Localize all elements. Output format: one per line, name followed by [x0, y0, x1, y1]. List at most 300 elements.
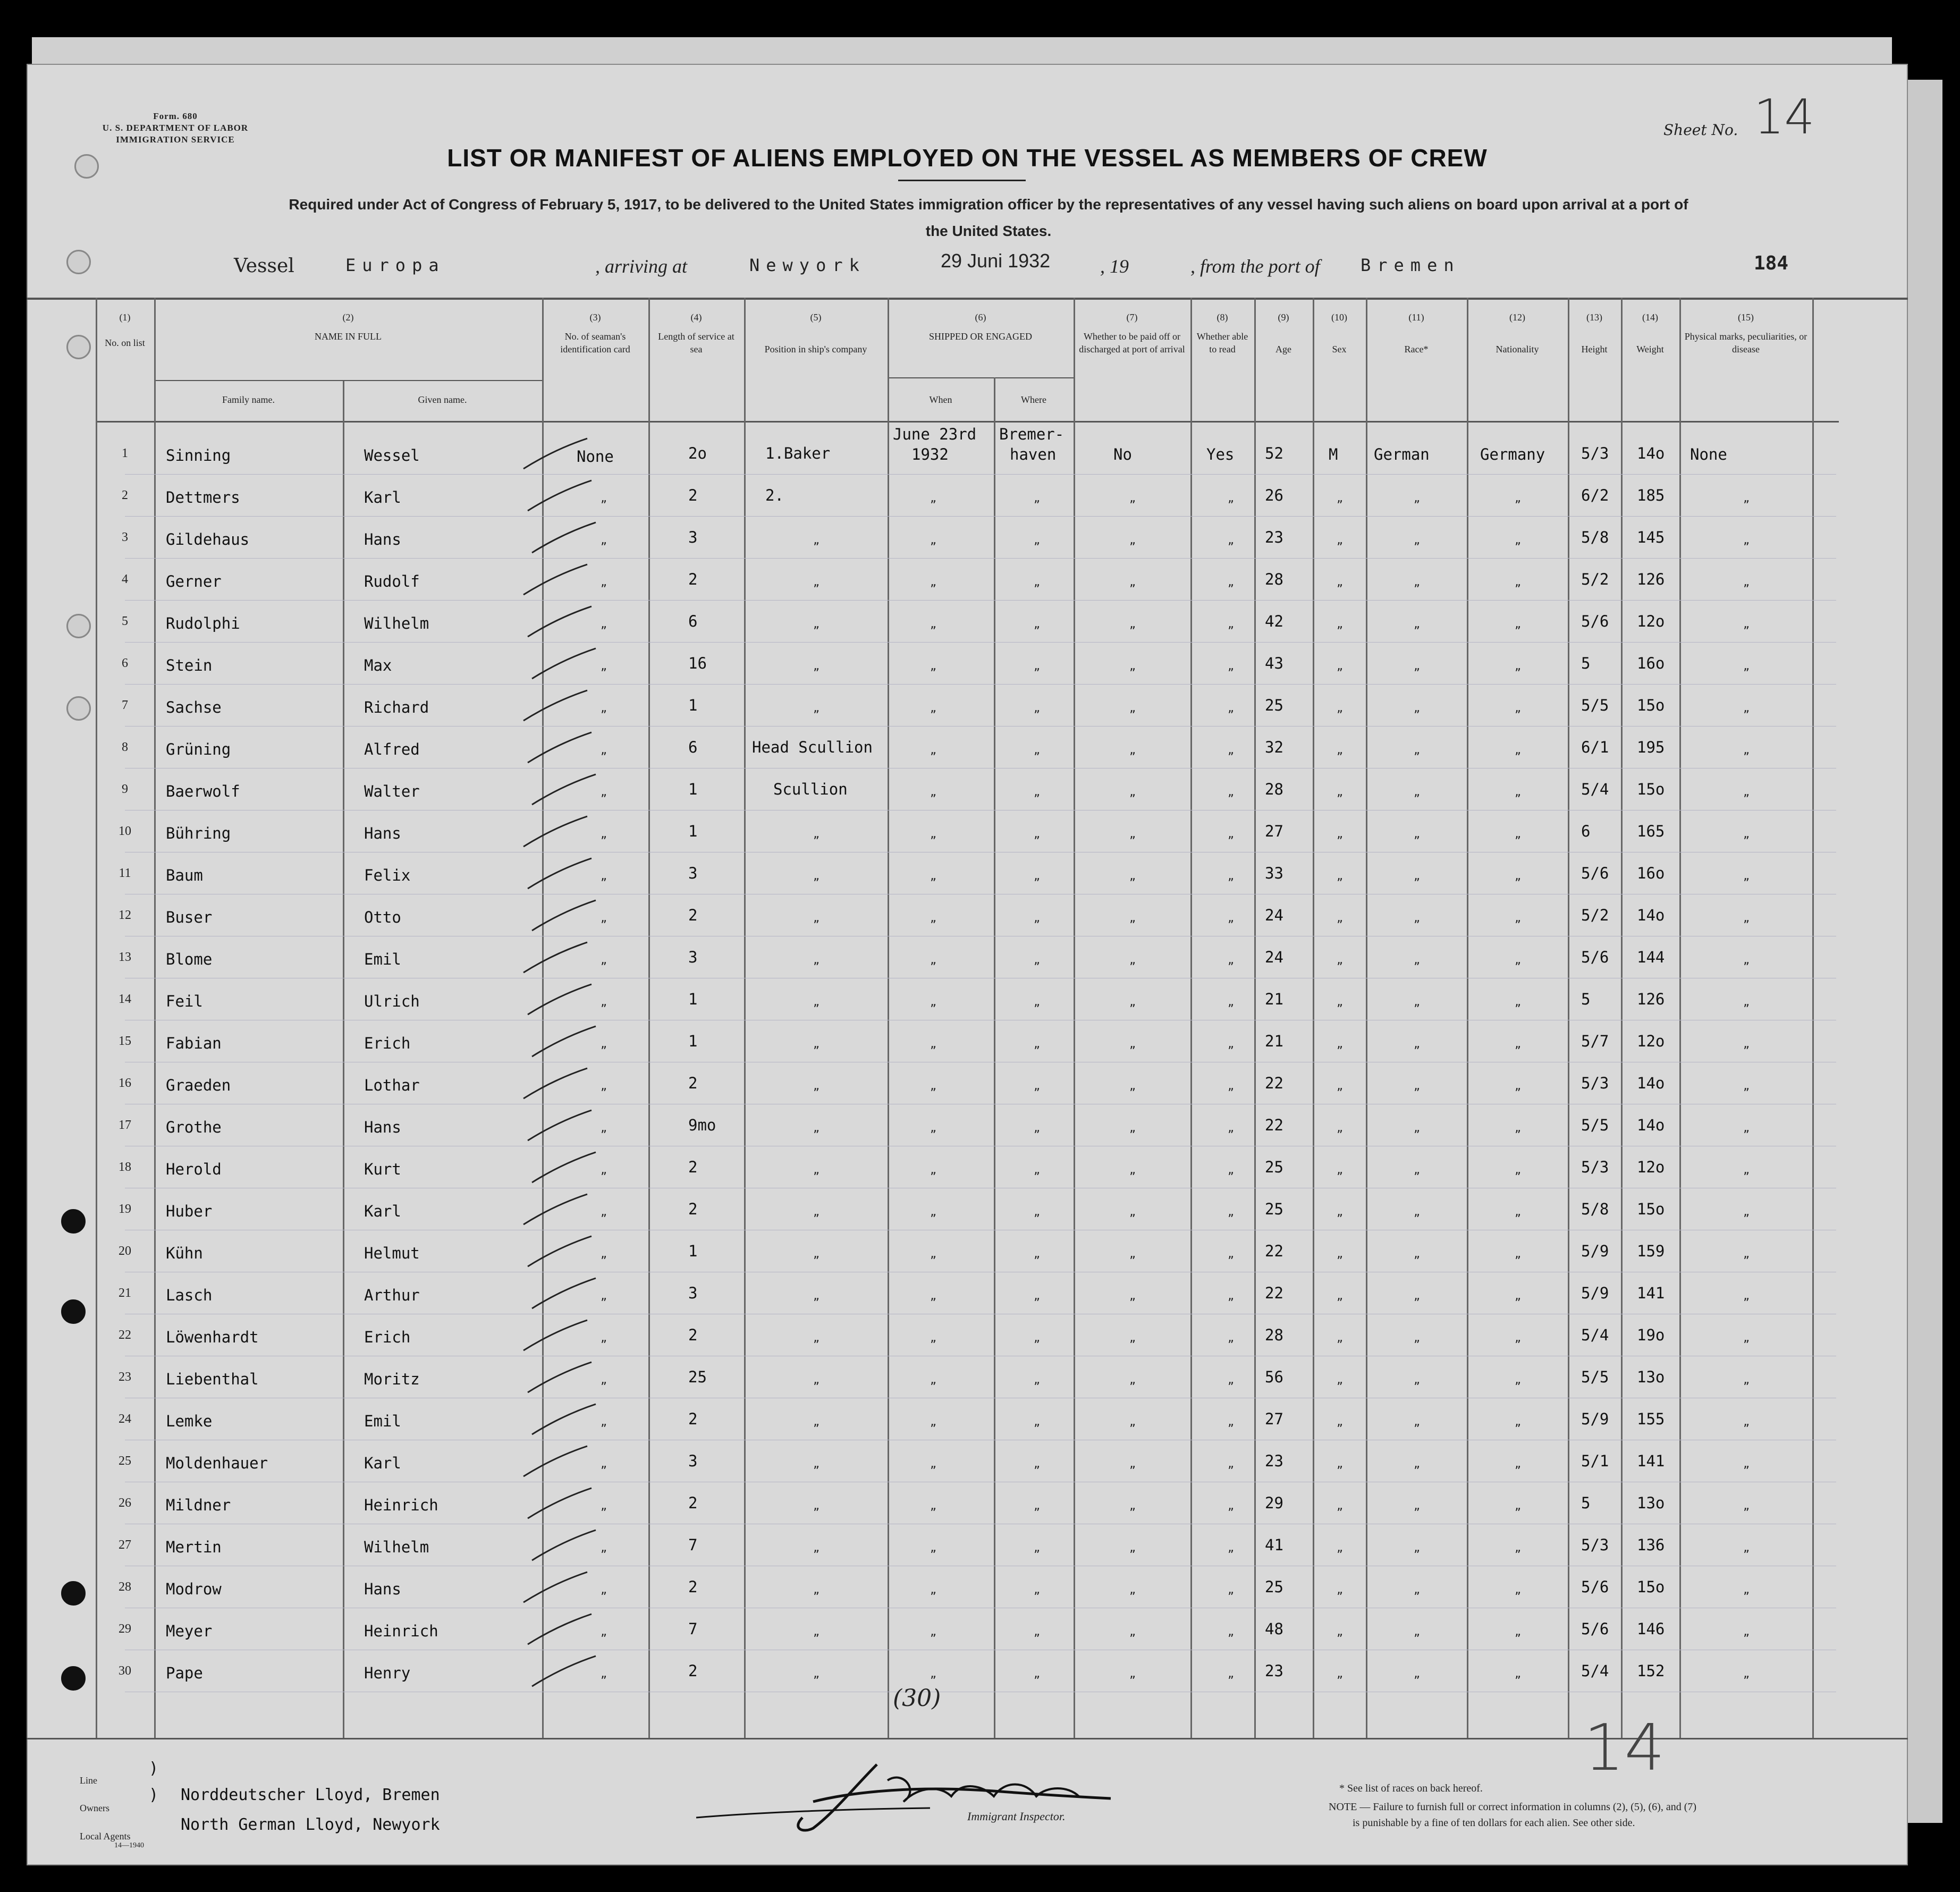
- where-ditto: „: [1034, 1331, 1041, 1344]
- length-of-service: 3: [688, 528, 698, 546]
- where-ditto: „: [1034, 1457, 1041, 1470]
- physical-ditto: „: [1743, 1331, 1750, 1344]
- age: 25: [1265, 1578, 1283, 1596]
- paid-off-ditto: „: [1129, 1289, 1136, 1302]
- sheet-no-label: Sheet No.: [1663, 121, 1738, 139]
- weight: 14o: [1637, 1116, 1665, 1134]
- sex-ditto: „: [1337, 827, 1344, 840]
- read-ditto: „: [1228, 618, 1235, 630]
- height: 5/6: [1581, 612, 1609, 630]
- where-ditto: „: [1034, 1415, 1041, 1428]
- from-port: Bremen: [1361, 255, 1460, 275]
- family-name: Bühring: [166, 824, 231, 842]
- weight: 144: [1637, 948, 1665, 966]
- given-name: Henry: [364, 1664, 411, 1682]
- id-card-ditto: „: [601, 1541, 607, 1554]
- read-ditto: „: [1228, 869, 1235, 882]
- punch-hole: [61, 1581, 86, 1606]
- weight: 15o: [1637, 1578, 1665, 1596]
- physical-ditto: „: [1743, 827, 1750, 840]
- race-ditto: „: [1414, 1121, 1421, 1134]
- family-name: Graeden: [166, 1076, 231, 1094]
- physical-ditto: „: [1743, 869, 1750, 882]
- col7-header: (7) Whether to be paid off or discharged at port of arrival: [1079, 312, 1185, 354]
- id-card-ditto: „: [601, 618, 607, 630]
- paid-off-ditto: „: [1129, 1457, 1136, 1470]
- where-ditto: „: [1034, 1163, 1041, 1176]
- race-ditto: „: [1414, 702, 1421, 714]
- paid-off-ditto: „: [1129, 869, 1136, 882]
- paid-off-ditto: „: [1129, 1499, 1136, 1512]
- length-of-service: 1: [688, 990, 698, 1008]
- weight: 12o: [1637, 612, 1665, 630]
- height: 5/3: [1581, 1536, 1609, 1554]
- id-card-ditto: „: [601, 953, 607, 966]
- read-ditto: „: [1228, 1625, 1235, 1638]
- given-name: Max: [364, 656, 392, 674]
- race-ditto: „: [1414, 785, 1421, 798]
- id-card-ditto: „: [601, 1121, 607, 1134]
- weight: 14o: [1637, 444, 1665, 462]
- race-ditto: „: [1414, 1079, 1421, 1092]
- race-ditto: „: [1414, 1499, 1421, 1512]
- id-card-ditto: „: [601, 1247, 607, 1260]
- punch-hole: [66, 250, 91, 274]
- sex-ditto: „: [1337, 1373, 1344, 1386]
- nationality-ditto: „: [1515, 1415, 1522, 1428]
- paid-off-value: No: [1113, 445, 1132, 463]
- height: 5/6: [1581, 864, 1609, 882]
- given-name: Emil: [364, 950, 401, 968]
- check-stroke: [529, 1527, 598, 1565]
- length-of-service: 16: [688, 654, 707, 672]
- paid-off-ditto: „: [1129, 534, 1136, 546]
- position-ditto: „: [813, 1037, 820, 1050]
- age: 26: [1265, 486, 1283, 504]
- weight: 14o: [1637, 906, 1665, 924]
- weight: 12o: [1637, 1158, 1665, 1176]
- physical-ditto: „: [1743, 1667, 1750, 1680]
- sex-ditto: „: [1337, 1667, 1344, 1680]
- position-ditto: „: [813, 534, 820, 546]
- position-ditto: „: [813, 1583, 820, 1596]
- nationality-ditto: „: [1515, 660, 1522, 672]
- read-ditto: „: [1228, 744, 1235, 756]
- row-number: 29: [119, 1622, 131, 1636]
- col13-header: (13) Height: [1581, 312, 1608, 354]
- col-divider: [1621, 298, 1623, 1738]
- id-card-ditto: „: [601, 1331, 607, 1344]
- check-stroke: [521, 1066, 590, 1103]
- paid-off-ditto: „: [1129, 995, 1136, 1008]
- family-name-header: Family name.: [222, 394, 275, 405]
- length-of-service: 2: [688, 1200, 698, 1218]
- position-ditto: „: [813, 1121, 820, 1134]
- weight: 15o: [1637, 696, 1665, 714]
- nationality-ditto: „: [1515, 1373, 1522, 1386]
- col5-header: (5) Position in ship's company: [764, 312, 867, 354]
- position-ditto: „: [813, 953, 820, 966]
- family-name: Meyer: [166, 1622, 213, 1640]
- family-name: Herold: [166, 1160, 222, 1178]
- length-of-service: 2: [688, 486, 698, 504]
- inspector-label: Immigrant Inspector.: [967, 1810, 1066, 1823]
- sex-ditto: „: [1337, 1331, 1344, 1344]
- when-ditto: „: [930, 1037, 937, 1050]
- paid-off-ditto: „: [1129, 785, 1136, 798]
- row-number: 8: [122, 740, 128, 754]
- id-card-ditto: „: [601, 492, 607, 504]
- nationality-ditto: „: [1515, 1205, 1522, 1218]
- shipped-where-value-2: haven: [1010, 445, 1057, 463]
- owners-label: Owners: [80, 1803, 109, 1813]
- height: 5/2: [1581, 570, 1609, 588]
- nationality-ditto: „: [1515, 492, 1522, 504]
- row-number: 24: [119, 1412, 131, 1426]
- check-stroke: [525, 1108, 594, 1145]
- where-ditto: „: [1034, 618, 1041, 630]
- when-ditto: „: [930, 1583, 937, 1596]
- height: 5: [1581, 1494, 1591, 1512]
- bracket-2: ): [149, 1786, 159, 1804]
- row-number: 6: [122, 656, 128, 670]
- check-stroke: [529, 520, 598, 557]
- id-card-ditto: „: [601, 1625, 607, 1638]
- where-ditto: „: [1034, 702, 1041, 714]
- row-number: 14: [119, 992, 131, 1006]
- position-ditto: „: [813, 827, 820, 840]
- when-ditto: „: [930, 492, 937, 504]
- when-ditto: „: [930, 1163, 937, 1176]
- where-ditto: „: [1034, 1499, 1041, 1512]
- nationality-ditto: „: [1515, 1163, 1522, 1176]
- arriving-label: , arriving at: [595, 256, 688, 277]
- sex-ditto: „: [1337, 534, 1344, 546]
- ruled-line: [125, 726, 1836, 727]
- when-ditto: „: [930, 1079, 937, 1092]
- sex-ditto: „: [1337, 1289, 1344, 1302]
- family-name: Liebenthal: [166, 1370, 259, 1388]
- when-header: When: [929, 394, 952, 405]
- given-name: Arthur: [364, 1286, 420, 1304]
- position-ditto: „: [813, 1205, 820, 1218]
- check-stroke: [529, 646, 598, 683]
- local-agents-label: Local Agents: [80, 1831, 131, 1842]
- read-ditto: „: [1228, 1121, 1235, 1134]
- row-number: 17: [119, 1118, 131, 1132]
- col1-header: (1) No. on list: [105, 312, 145, 348]
- id-card-value: None: [577, 447, 614, 466]
- length-of-service: 1: [688, 1032, 698, 1050]
- where-ditto: „: [1034, 869, 1041, 882]
- family-name: Sinning: [166, 446, 231, 464]
- family-name: Blome: [166, 950, 213, 968]
- local-agents-value: North German Lloyd, Newyork: [181, 1815, 440, 1834]
- length-of-service: 9mo: [688, 1116, 716, 1134]
- position-ditto: „: [813, 1289, 820, 1302]
- row-number: 7: [122, 698, 128, 712]
- col-divider: [648, 298, 650, 1738]
- paid-off-ditto: „: [1129, 953, 1136, 966]
- check-stroke: [529, 1150, 598, 1187]
- where-ditto: „: [1034, 1289, 1041, 1302]
- position-ditto: „: [813, 1499, 820, 1512]
- id-card-ditto: „: [601, 1667, 607, 1680]
- where-ditto: „: [1034, 534, 1041, 546]
- row-number: 2: [122, 488, 128, 502]
- family-name: Rudolphi: [166, 614, 240, 632]
- service: IMMIGRATION SERVICE: [116, 134, 235, 145]
- family-name: Sachse: [166, 698, 222, 716]
- length-of-service: 2: [688, 1326, 698, 1344]
- family-name: Mertin: [166, 1538, 222, 1556]
- family-name: Fabian: [166, 1034, 222, 1052]
- nationality-ditto: „: [1515, 1247, 1522, 1260]
- col4-header: (4) Length of service at sea: [658, 312, 734, 354]
- check-stroke: [521, 1569, 590, 1607]
- when-ditto: „: [930, 1499, 937, 1512]
- family-name: Stein: [166, 656, 213, 674]
- nationality-ditto: „: [1515, 1541, 1522, 1554]
- page-title: LIST OR MANIFEST OF ALIENS EMPLOYED ON THE VESSEL AS MEMBERS OF CREW: [447, 144, 1488, 172]
- vessel-name: Europa: [345, 255, 445, 275]
- sex-ditto: „: [1337, 953, 1344, 966]
- read-ditto: „: [1228, 1205, 1235, 1218]
- from-port-label: , from the port of: [1190, 256, 1320, 277]
- penalty-note-2: is punishable by a fine of ten dollars for each alien. See other side.: [1353, 1817, 1635, 1829]
- where-ditto: „: [1034, 576, 1041, 588]
- read-ditto: „: [1228, 1079, 1235, 1092]
- nationality-ditto: „: [1515, 1037, 1522, 1050]
- height: 5/9: [1581, 1284, 1609, 1302]
- table-top-rule: [27, 298, 1908, 300]
- physical-ditto: „: [1743, 1037, 1750, 1050]
- position-ditto: „: [813, 1457, 820, 1470]
- ruled-line: [125, 600, 1836, 601]
- col-divider: [1568, 298, 1569, 1738]
- physical-ditto: „: [1743, 1541, 1750, 1554]
- paid-off-ditto: „: [1129, 1667, 1136, 1680]
- check-stroke: [525, 1234, 594, 1271]
- check-stroke: [521, 688, 590, 725]
- weight: 15o: [1637, 1200, 1665, 1218]
- family-name: Grothe: [166, 1118, 222, 1136]
- race-ditto: „: [1414, 1457, 1421, 1470]
- sex-ditto: „: [1337, 1499, 1344, 1512]
- sex-value: M: [1329, 445, 1338, 463]
- length-of-service: 2: [688, 1158, 698, 1176]
- nationality-value: Germany: [1480, 445, 1545, 463]
- physical-ditto: „: [1743, 1205, 1750, 1218]
- row-number: 30: [119, 1664, 131, 1678]
- paid-off-ditto: „: [1129, 1037, 1136, 1050]
- race-ditto: „: [1414, 534, 1421, 546]
- given-name: Otto: [364, 908, 401, 926]
- age: 43: [1265, 654, 1283, 672]
- height: 5: [1581, 990, 1591, 1008]
- given-name: Helmut: [364, 1244, 420, 1262]
- given-name: Lothar: [364, 1076, 420, 1094]
- check-stroke: [525, 730, 594, 767]
- col11-header: (11) Race*: [1404, 312, 1429, 354]
- ruled-line: [125, 684, 1836, 685]
- given-name: Hans: [364, 1118, 401, 1136]
- where-ditto: „: [1034, 1583, 1041, 1596]
- when-ditto: „: [930, 1331, 937, 1344]
- height: 6/2: [1581, 486, 1609, 504]
- nationality-ditto: „: [1515, 869, 1522, 882]
- age: 41: [1265, 1536, 1283, 1554]
- nationality-ditto: „: [1515, 1583, 1522, 1596]
- height: 5/5: [1581, 696, 1609, 714]
- physical-ditto: „: [1743, 534, 1750, 546]
- family-name: Lemke: [166, 1412, 213, 1430]
- read-ditto: „: [1228, 1163, 1235, 1176]
- position-ditto: „: [813, 1541, 820, 1554]
- given-name-header: Given name.: [418, 394, 467, 405]
- sex-ditto: „: [1337, 702, 1344, 714]
- sex-ditto: „: [1337, 618, 1344, 630]
- sex-ditto: „: [1337, 1625, 1344, 1638]
- age: 52: [1265, 444, 1283, 462]
- sex-ditto: „: [1337, 1415, 1344, 1428]
- sex-ditto: „: [1337, 1247, 1344, 1260]
- given-name: Erich: [364, 1328, 411, 1346]
- height: 5/3: [1581, 1074, 1609, 1092]
- race-ditto: „: [1414, 827, 1421, 840]
- arriving-port: Newyork: [749, 255, 866, 275]
- height: 5/9: [1581, 1242, 1609, 1260]
- physical-ditto: „: [1743, 953, 1750, 966]
- family-name: Modrow: [166, 1580, 222, 1598]
- weight: 19o: [1637, 1326, 1665, 1344]
- ruled-line: [125, 474, 1836, 475]
- physical-ditto: „: [1743, 911, 1750, 924]
- paid-off-ditto: „: [1129, 827, 1136, 840]
- length-of-service: 2: [688, 1662, 698, 1680]
- age: 22: [1265, 1074, 1283, 1092]
- age: 28: [1265, 780, 1283, 798]
- physical-ditto: „: [1743, 1079, 1750, 1092]
- sex-ditto: „: [1337, 995, 1344, 1008]
- nationality-ditto: „: [1515, 911, 1522, 924]
- where-ditto: „: [1034, 1205, 1041, 1218]
- height: 5/1: [1581, 1452, 1609, 1470]
- physical-ditto: „: [1743, 1373, 1750, 1386]
- when-ditto: „: [930, 1541, 937, 1554]
- length-of-service: 7: [688, 1620, 698, 1638]
- sex-ditto: „: [1337, 1205, 1344, 1218]
- age: 33: [1265, 864, 1283, 882]
- family-name: Baerwolf: [166, 782, 240, 800]
- height: 5/2: [1581, 906, 1609, 924]
- weight: 165: [1637, 822, 1665, 840]
- given-name: Karl: [364, 1454, 401, 1472]
- when-ditto: „: [930, 1625, 937, 1638]
- check-stroke: [525, 1611, 594, 1649]
- row-number: 16: [119, 1076, 131, 1090]
- where-ditto: „: [1034, 744, 1041, 756]
- given-name: Ulrich: [364, 992, 420, 1010]
- race-ditto: „: [1414, 869, 1421, 882]
- family-name: Baum: [166, 866, 203, 884]
- given-name: Wessel: [364, 446, 420, 464]
- id-card-ditto: „: [601, 702, 607, 714]
- length-of-service: 3: [688, 1284, 698, 1302]
- length-of-service: 1: [688, 780, 698, 798]
- height: 5/3: [1581, 1158, 1609, 1176]
- position-ditto: „: [813, 576, 820, 588]
- age: 24: [1265, 948, 1283, 966]
- where-ditto: „: [1034, 492, 1041, 504]
- physical-ditto: „: [1743, 1625, 1750, 1638]
- nationality-ditto: „: [1515, 1121, 1522, 1134]
- race-ditto: „: [1414, 660, 1421, 672]
- age: 27: [1265, 1410, 1283, 1428]
- sex-ditto: „: [1337, 1163, 1344, 1176]
- shipped-where-value: Bremer-: [999, 425, 1065, 443]
- check-stroke: [525, 1359, 594, 1397]
- row-number: 25: [119, 1454, 131, 1468]
- position-ditto: „: [813, 1415, 820, 1428]
- given-name: Alfred: [364, 740, 420, 758]
- given-name: Heinrich: [364, 1496, 438, 1514]
- read-ditto: „: [1228, 534, 1235, 546]
- age: 29: [1265, 1494, 1283, 1512]
- position-ditto: „: [813, 1373, 820, 1386]
- age: 27: [1265, 822, 1283, 840]
- manifest-sheet: [27, 64, 1908, 1865]
- inspector-signature: [654, 1754, 1185, 1849]
- length-of-service: 3: [688, 1452, 698, 1470]
- length-of-service: 2: [688, 1410, 698, 1428]
- weight: 126: [1637, 570, 1665, 588]
- vessel-label: Vessel: [234, 255, 294, 277]
- shipped-when-year: 1932: [911, 445, 949, 463]
- check-stroke: [525, 856, 594, 893]
- where-ditto: „: [1034, 1667, 1041, 1680]
- col3-header: (3) No. of seaman's identification card: [560, 312, 630, 354]
- check-stroke: [521, 940, 590, 977]
- given-name: Heinrich: [364, 1622, 438, 1640]
- sex-ditto: „: [1337, 785, 1344, 798]
- position-ditto: „: [813, 1331, 820, 1344]
- height: 5/9: [1581, 1410, 1609, 1428]
- age: 42: [1265, 612, 1283, 630]
- race-ditto: „: [1414, 1205, 1421, 1218]
- weight: 14o: [1637, 1074, 1665, 1092]
- paid-off-ditto: „: [1129, 1079, 1136, 1092]
- where-ditto: „: [1034, 1625, 1041, 1638]
- check-stroke: [529, 1024, 598, 1061]
- given-name: Emil: [364, 1412, 401, 1430]
- when-ditto: „: [930, 911, 937, 924]
- check-stroke: [521, 1192, 590, 1229]
- position-ditto: „: [813, 618, 820, 630]
- length-of-service: 3: [688, 948, 698, 966]
- col-divider: [1467, 298, 1468, 1738]
- position-ditto: „: [813, 911, 820, 924]
- height: 5/4: [1581, 780, 1609, 798]
- where-ditto: „: [1034, 995, 1041, 1008]
- when-ditto: „: [930, 660, 937, 672]
- read-ditto: „: [1228, 492, 1235, 504]
- id-card-ditto: „: [601, 827, 607, 840]
- family-name: Buser: [166, 908, 213, 926]
- sex-ditto: „: [1337, 1583, 1344, 1596]
- when-ditto: „: [930, 702, 937, 714]
- paid-off-ditto: „: [1129, 1415, 1136, 1428]
